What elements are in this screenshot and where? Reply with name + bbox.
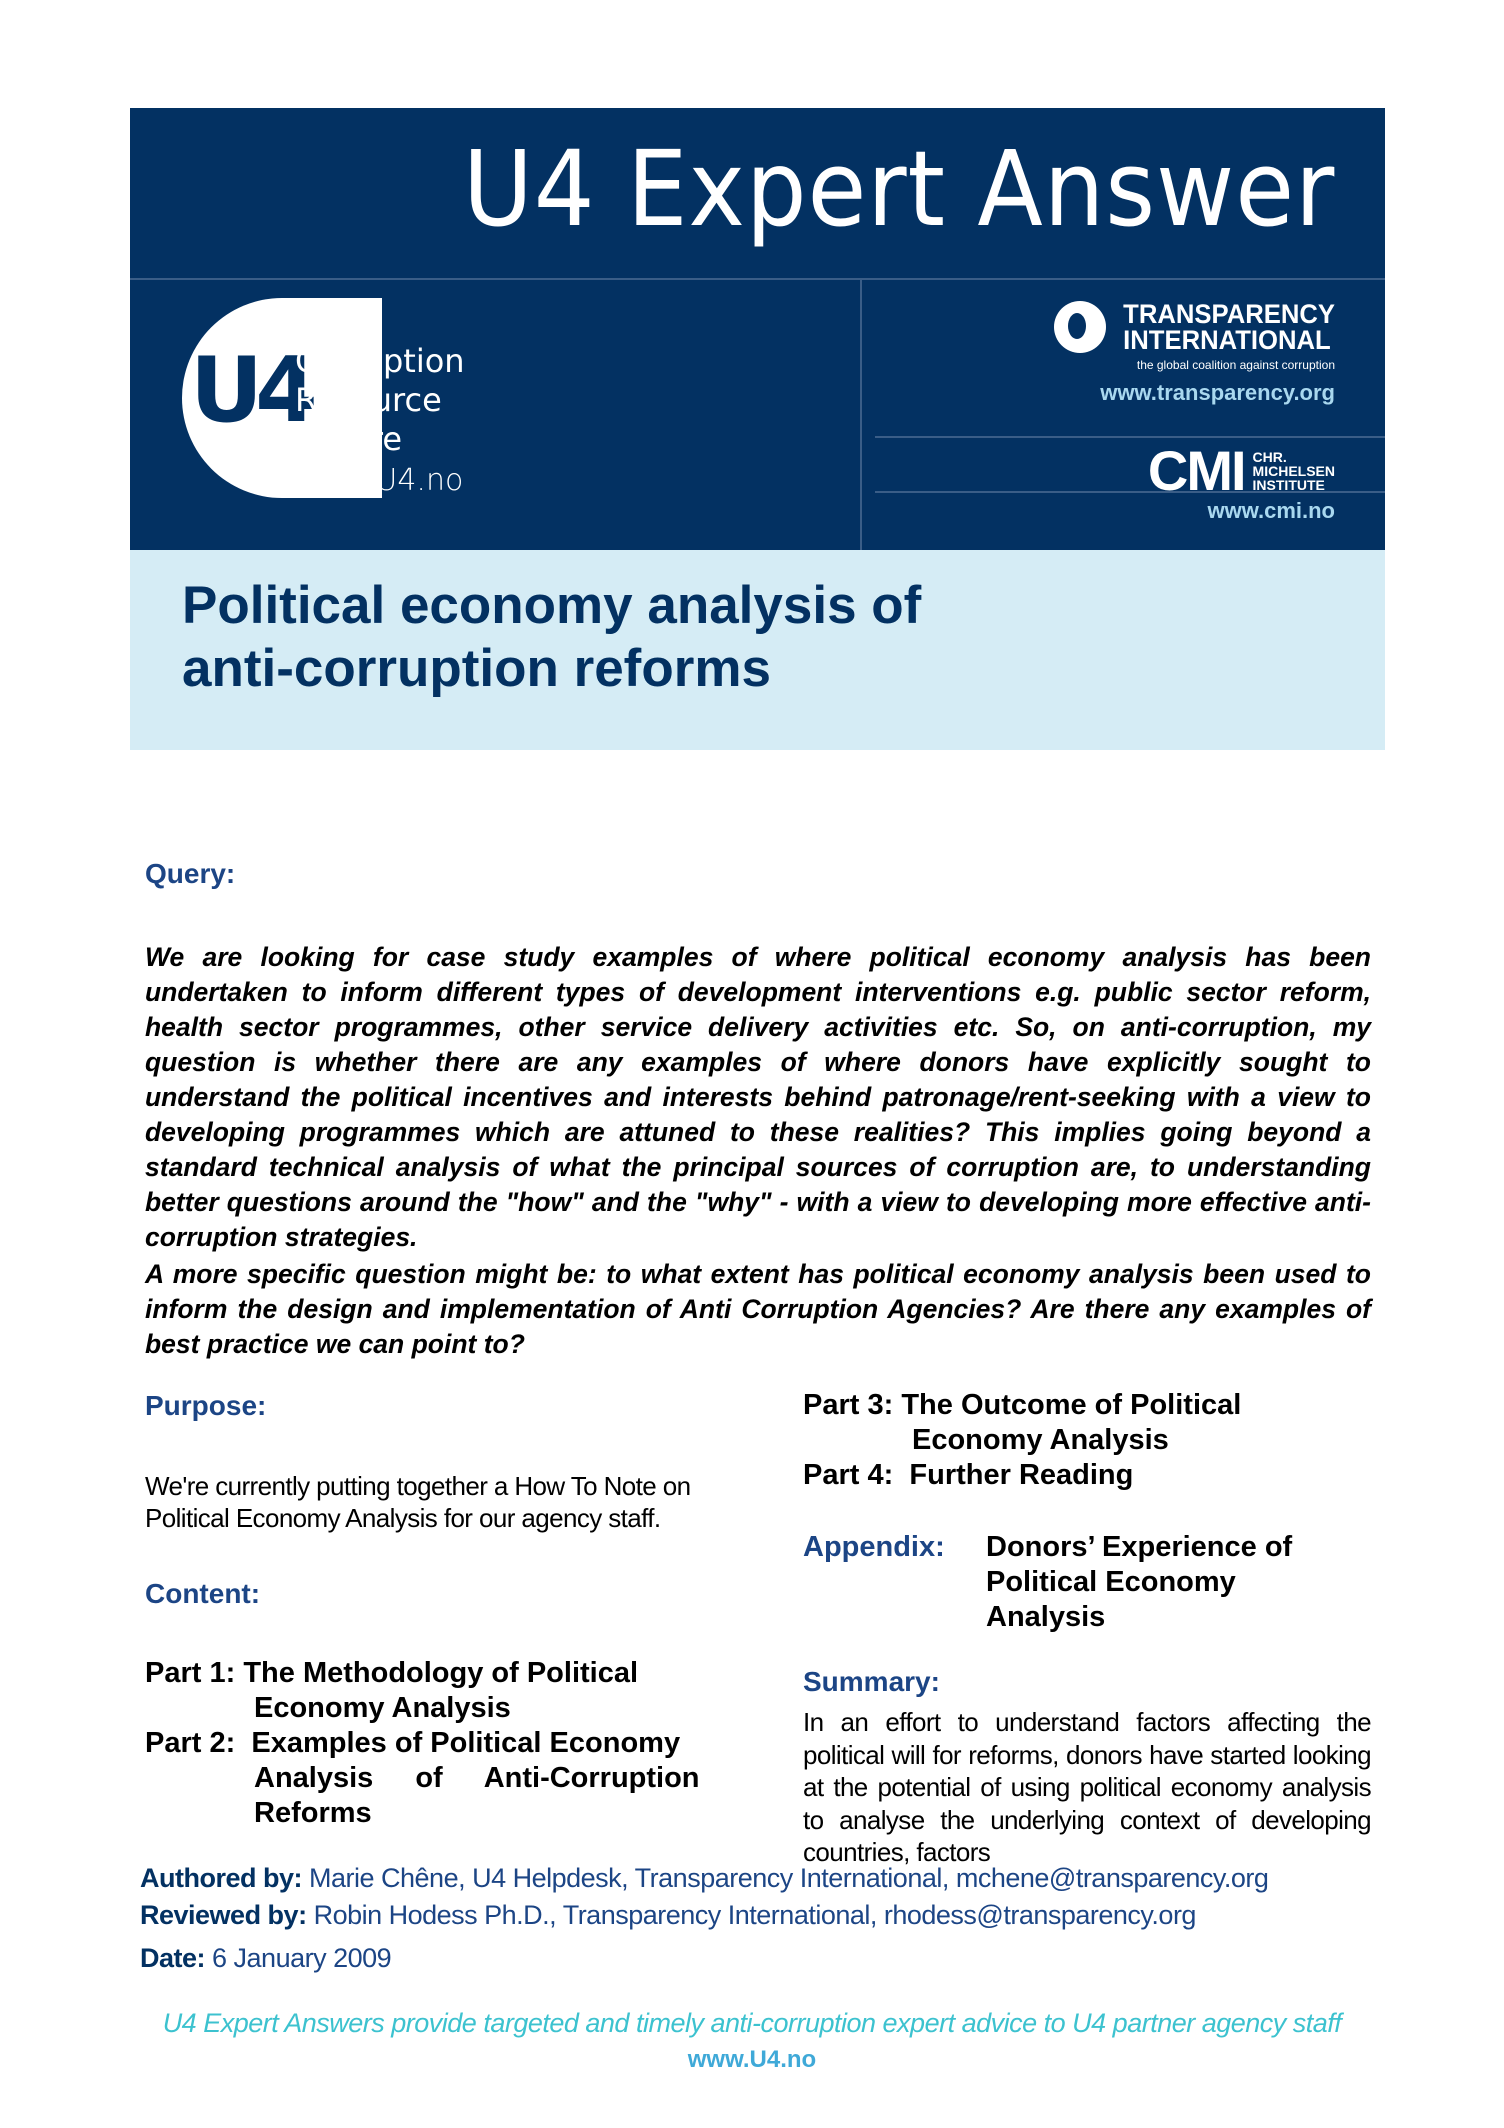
title-line: Political economy analysis of xyxy=(182,576,922,635)
divider xyxy=(860,278,862,550)
date: Date: 6 January 2009 xyxy=(140,1943,392,1973)
u4-url[interactable]: www.U4.no xyxy=(295,463,464,498)
purpose-text: We're currently putting together a How To Note on Political Economy Analysis for our agency staff. xyxy=(145,1471,691,1533)
content-part-line: Economy Analysis xyxy=(254,1692,511,1724)
ti-globe-icon xyxy=(1054,301,1106,353)
authored-by: Authored by: Marie Chêne, U4 Helpdesk, Transparency International, mchene@transparency.org xyxy=(140,1863,1269,1893)
footer-url[interactable]: www.U4.no xyxy=(687,2046,817,2073)
title-line: anti-corruption reforms xyxy=(182,639,771,698)
content-part-line: Reforms xyxy=(254,1797,372,1829)
cmi-url[interactable]: www.cmi.no xyxy=(1207,498,1335,523)
cmi-text: CHR. xyxy=(1252,448,1287,465)
ti-tagline: the global coalition against corruption xyxy=(1136,358,1335,372)
u4-line: Centre xyxy=(295,420,402,458)
document-title xyxy=(182,574,921,700)
ti-url[interactable]: www.transparency.org xyxy=(1100,380,1335,405)
content-list-left xyxy=(145,1656,710,1831)
content-part-line: Analysis of Anti-Corruption xyxy=(254,1762,700,1794)
summary-heading: Summary: xyxy=(803,1666,940,1697)
content-part-4: Part 4: Further Reading xyxy=(803,1459,1134,1491)
content-list-right xyxy=(803,1388,1373,1493)
appendix xyxy=(803,1530,1373,1635)
purpose-heading: Purpose: xyxy=(145,1390,267,1421)
u4-logo-mark: U4 xyxy=(190,338,310,443)
content-heading: Content: xyxy=(145,1578,261,1609)
header-title: U4 Expert Answer xyxy=(462,128,1335,250)
content-part-2: Part 2: Examples of Political Economy xyxy=(145,1727,681,1759)
query-paragraph: We are looking for case study examples of where political economy analysis has been undertaken to inform different types of development interventions e.g. public sector reform, health sector programmes, other service delivery activities etc. So, on anti-corruption, my question is whether there are any examples of where donors have explicitly sought to understand the political incentives and interests behind patronage/rent-seeking with a view to developing programmes which are attuned to these realities? This implies going beyond a standard technical analysis of what the principal sources of corruption are, to understanding better questions around the "how" and the "why" - with a view to developing more effective anti-corruption strategies. xyxy=(145,942,1371,1252)
ti-name: TRANSPARENCY xyxy=(1123,299,1335,329)
u4-line: Resource xyxy=(295,381,442,419)
summary-text: In an effort to understand factors affecting the political will for reforms, donors have started looking at the potential of using political economy analysis to analyse the underlying context of developing countries, factors xyxy=(803,1707,1371,1867)
cmi-text: INSTITUTE xyxy=(1252,476,1325,493)
content-part-line: Economy Analysis xyxy=(912,1424,1169,1456)
appendix-line: Donors’ Experience of xyxy=(986,1531,1293,1563)
content-part-1: Part 1: The Methodology of Political xyxy=(145,1657,639,1689)
ti-logo xyxy=(1054,301,1335,372)
appendix-label: Appendix: xyxy=(803,1531,945,1563)
cmi-mark: CMI xyxy=(1147,439,1245,502)
cmi-logo xyxy=(1148,438,1335,503)
footer-tagline: U4 Expert Answers provide targeted and timely anti-corruption expert advice to U4 partner agency staff xyxy=(162,2008,1342,2038)
appendix-line: Analysis xyxy=(986,1601,1106,1633)
u4-line: Anti- xyxy=(295,303,371,341)
appendix-line: Political Economy xyxy=(986,1566,1236,1598)
divider xyxy=(130,278,1385,280)
u4-line: Corruption xyxy=(295,342,465,380)
u4-logo-text xyxy=(295,303,465,459)
content-part-3: Part 3: The Outcome of Political xyxy=(803,1389,1242,1421)
header-banner xyxy=(130,108,1385,550)
reviewed-by: Reviewed by: Robin Hodess Ph.D., Transparency International, rhodess@transparency.org xyxy=(140,1900,1196,1930)
ti-name: INTERNATIONAL xyxy=(1123,325,1331,355)
query-heading: Query: xyxy=(145,858,236,889)
cmi-text: MICHELSEN xyxy=(1252,462,1335,479)
query-paragraph: A more specific question might be: to what extent has political economy analysis been used to inform the design and implementation of Anti Corruption Agencies? Are there any examples of best practice we can point to? xyxy=(145,1259,1371,1359)
